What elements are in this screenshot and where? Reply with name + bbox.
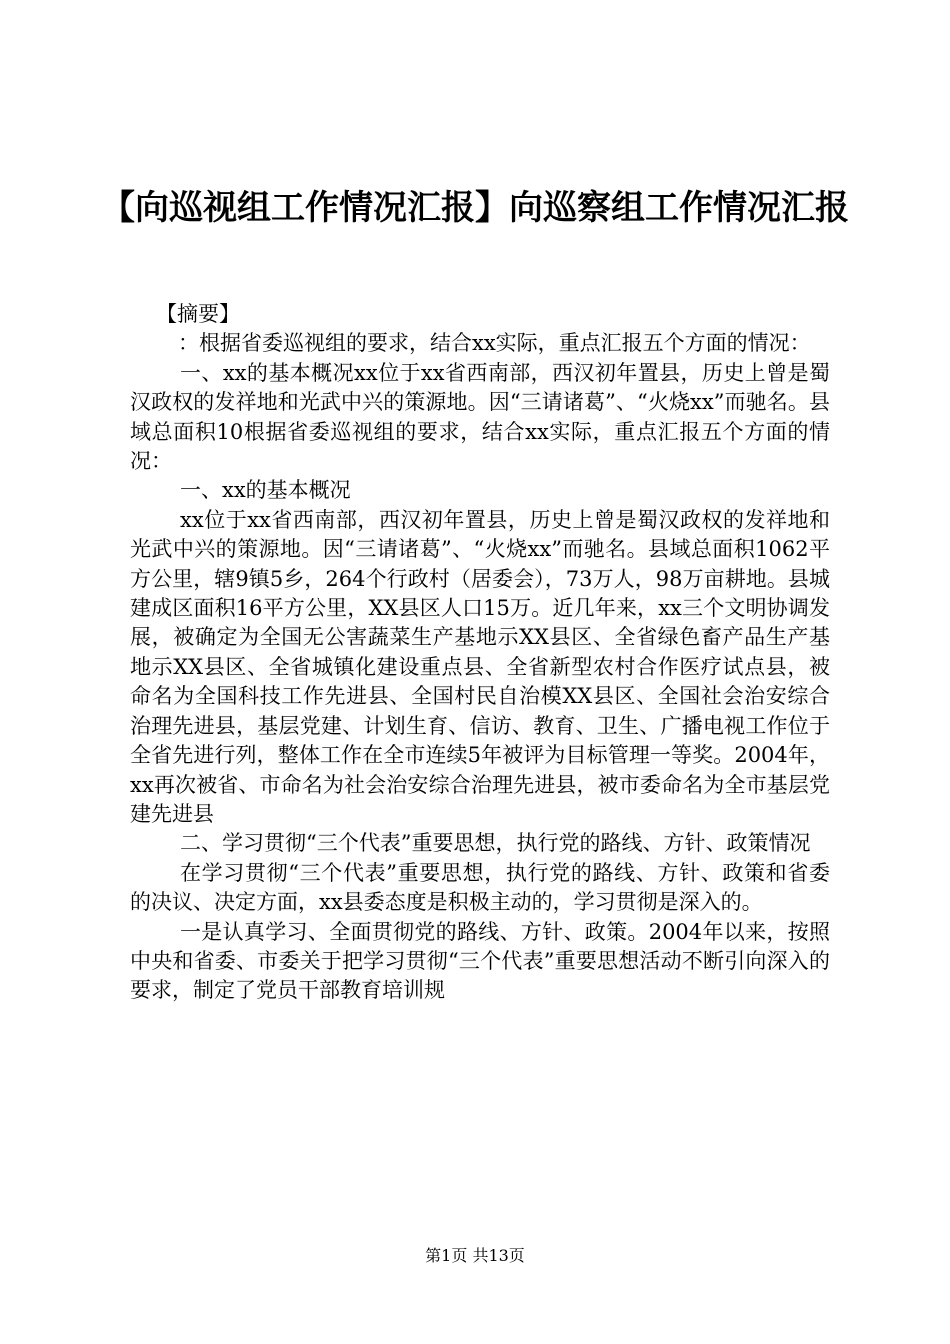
paragraph: 一、xx的基本概况xx位于xx省西南部，西汉初年置县，历史上曾是蜀汉政权的发祥地和光武中兴的策源地。因“三请诸葛”、“火烧xx”而驰名。县域总面积10根据省委巡视组的要求，结合xx实际，重点汇报五个方面的情况： [130,360,830,474]
abstract-label: 【摘要】 [156,302,240,326]
paragraph: ：根据省委巡视组的要求，结合xx实际，重点汇报五个方面的情况： [178,331,811,356]
paragraph: 在学习贯彻“三个代表”重要思想，执行党的路线、方针、政策和省委的决议、决定方面，xx县委态度是积极主动的，学习贯彻是深入的。 [130,860,830,915]
paragraph: xx位于xx省西南部，西汉初年置县，历史上曾是蜀汉政权的发祥地和光武中兴的策源地。因“三请诸葛”、“火烧xx”而驰名。县域总面积1062平方公里，辖9镇5乡，264个行政村（居委会），73万人，98万亩耕地。县城建成区面积16平方公里，XX县区人口15万。近几年来，xx三个文明协调发展，被确定为全国无公害蔬菜生产基地示XX县区、全省绿色畜产品生产基地示XX县区、全省城镇化建设重点县、全省新型农村合作医疗试点县，被命名为全国科技工作先进县、全国村民自治模XX县区、全国社会治安综合治理先进县，基层党建、计划生育、信访、教育、卫生、广播电视工作位于全省先进行列，整体工作在全市连续5年被评为目标管理一等奖。2004年，xx再次被省、市命名为社会治安综合治理先进县，被市委命名为全市基层党建先进县 [130,507,830,826]
paragraph: 一是认真学习、全面贯彻党的路线、方针、政策。2004年以来，按照中央和省委、市委关于把学习贯彻“三个代表”重要思想活动不断引向深入的要求，制定了党员干部教育培训规 [130,919,830,1003]
section-heading: 二、学习贯彻“三个代表”重要思想，执行党的路线、方针、政策情况 [180,831,811,856]
document-body [130,300,830,1006]
document-title: 【向巡视组工作情况汇报】向巡察组工作情况汇报 [101,188,849,228]
page-footer: 第1页 共13页 [425,1246,525,1265]
section-heading: 一、xx的基本概况 [180,478,351,503]
